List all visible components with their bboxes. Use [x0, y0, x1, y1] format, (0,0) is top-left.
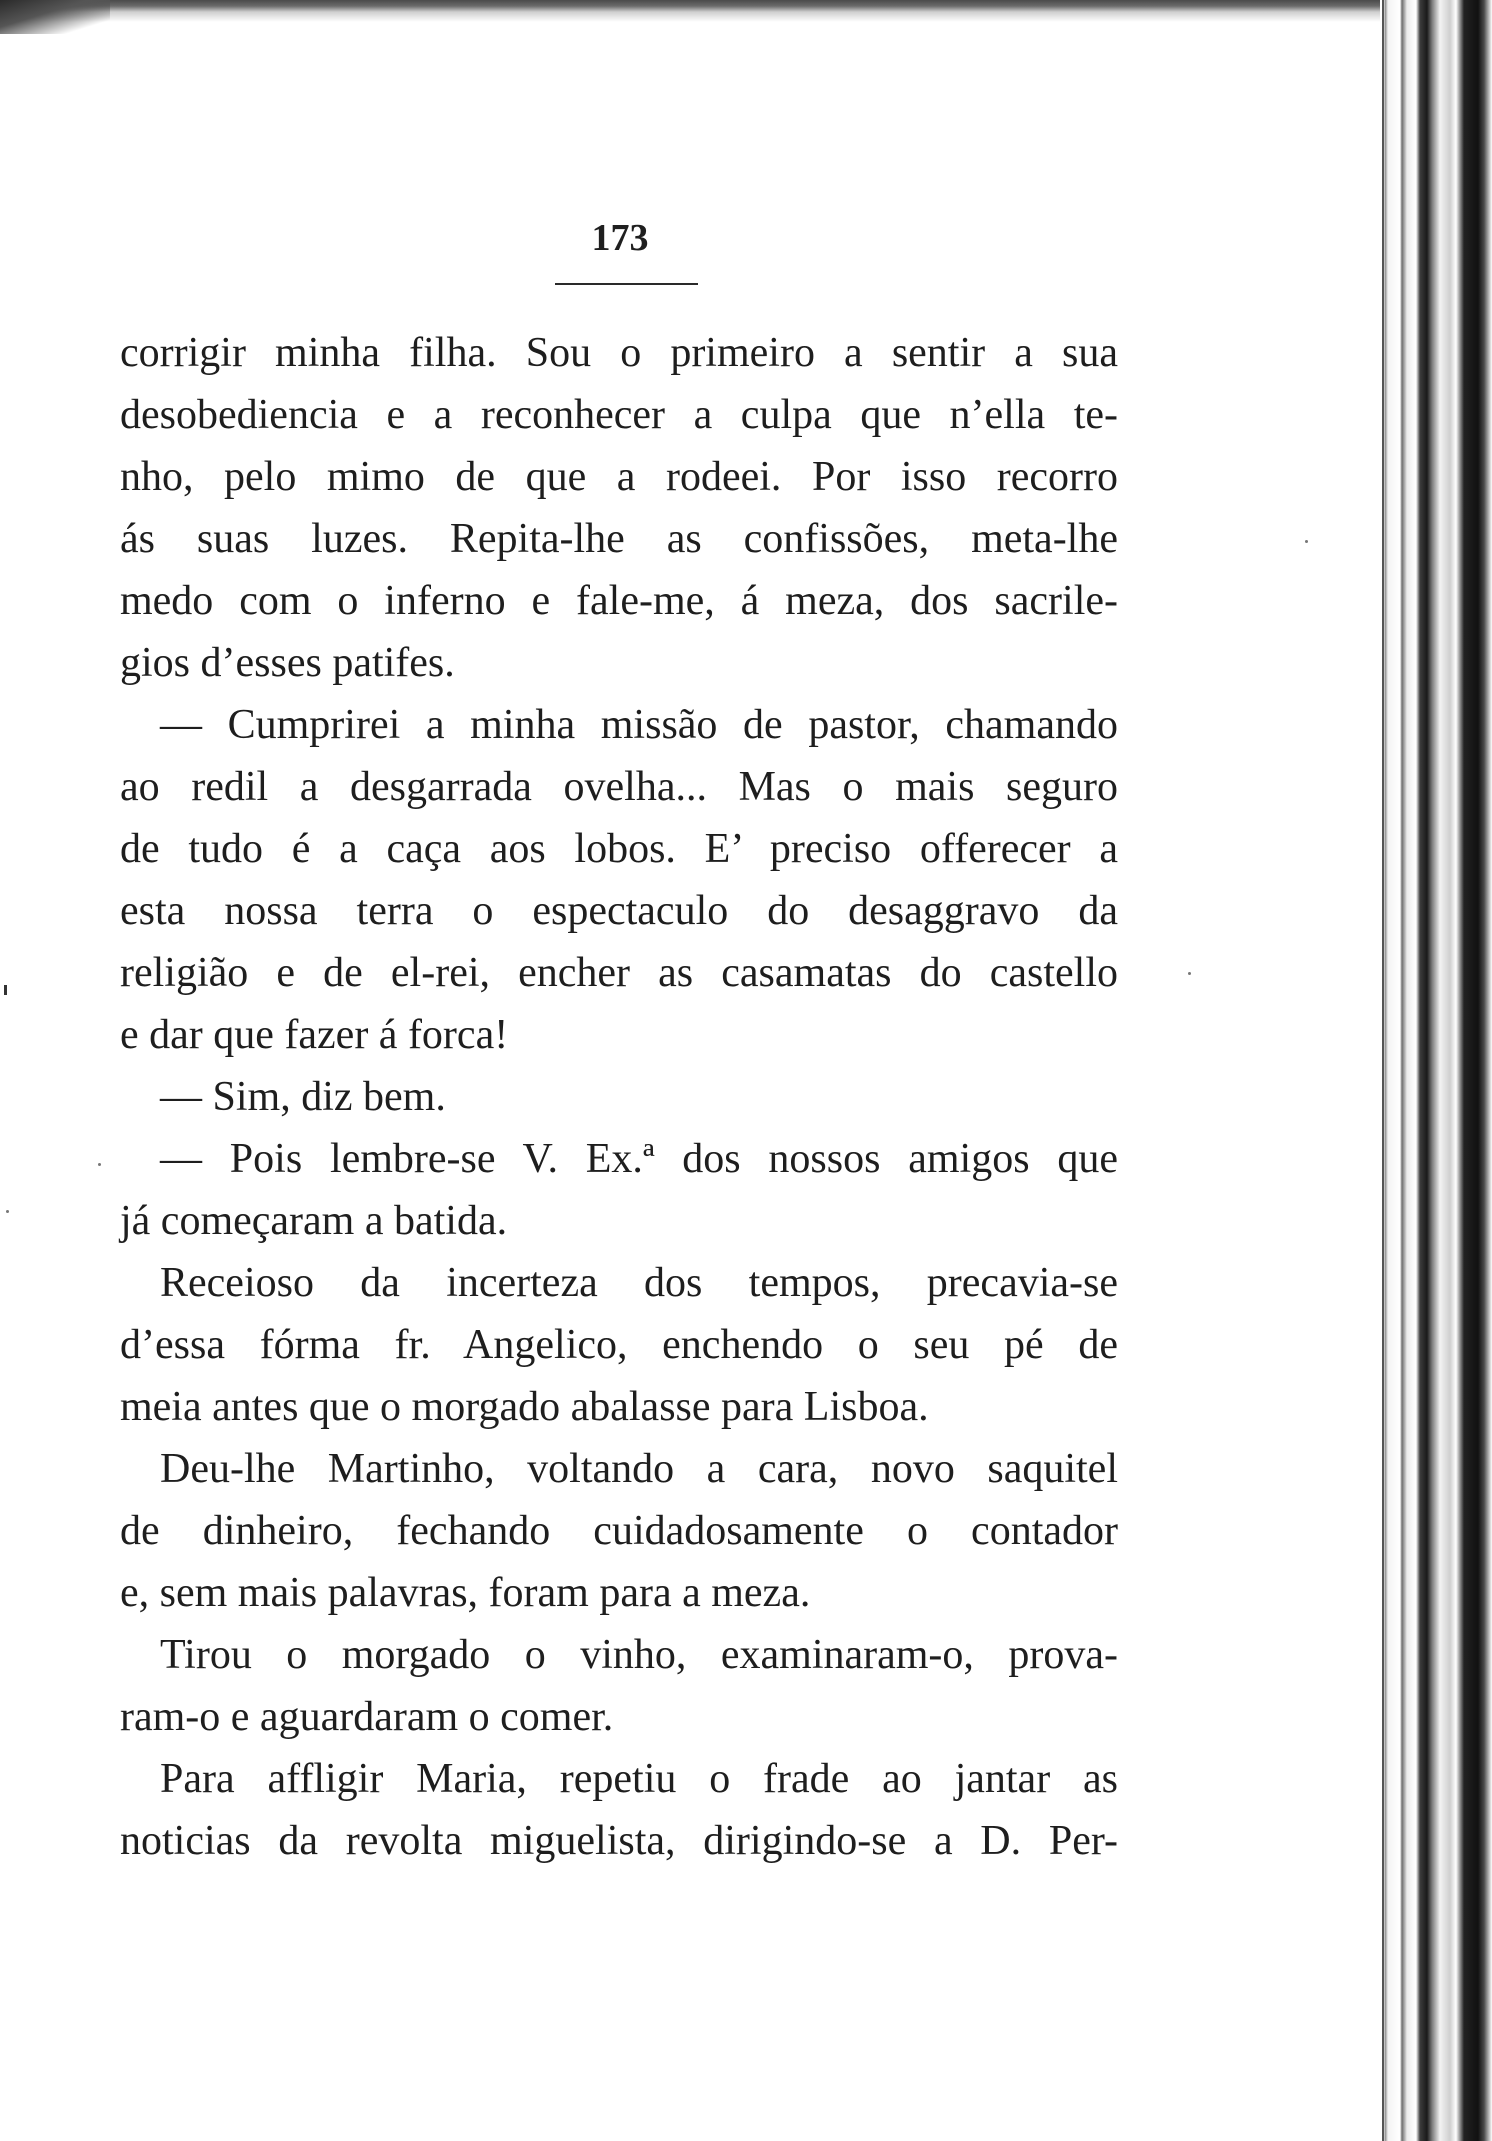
text-line: e dar que fazer á forca!: [120, 1012, 509, 1058]
text-line: meia antes que o morgado abalasse para Lisboa.: [120, 1384, 929, 1430]
text-line: Para affligir Maria, repetiu o frade ao jantar as: [160, 1756, 1118, 1802]
page-number-rule: [555, 283, 698, 285]
page-top-edge: [0, 0, 1385, 22]
margin-dot: [1305, 540, 1308, 543]
text-line: nho, pelo mimo de que a rodeei. Por isso recorro: [120, 454, 1118, 500]
text-line: e, sem mais palavras, foram para a meza.: [120, 1570, 811, 1616]
text-line: Receioso da incerteza dos tempos, precavia-se: [160, 1260, 1118, 1306]
text-line: ás suas luzes. Repita-lhe as confissões, meta-lhe: [120, 516, 1118, 562]
text-line: já começaram a batida.: [120, 1198, 508, 1244]
text-line: — Cumprirei a minha missão de pastor, chamando: [160, 702, 1118, 748]
margin-dot: [1188, 972, 1191, 975]
text-line: esta nossa terra o espectaculo do desaggravo da: [120, 888, 1118, 934]
text-line: — Pois lembre-se V. Ex.ª dos nossos amigos que: [160, 1136, 1118, 1182]
margin-dot: [6, 1210, 9, 1213]
text-line: d’essa fórma fr. Angelico, enchendo o seu pé de: [120, 1322, 1118, 1368]
text-line: Deu-lhe Martinho, voltando a cara, novo saquitel: [160, 1446, 1118, 1492]
page-number: 173: [591, 217, 649, 259]
margin-speck: [4, 985, 7, 995]
text-line: corrigir minha filha. Sou o primeiro a sentir a sua: [120, 330, 1118, 376]
text-line: de tudo é a caça aos lobos. E’ preciso offerecer a: [120, 826, 1118, 872]
text-line: noticias da revolta miguelista, dirigindo-se a D. Per-: [120, 1818, 1118, 1864]
text-line: ao redil a desgarrada ovelha... Mas o mais seguro: [120, 764, 1118, 810]
margin-dot: [98, 1163, 101, 1166]
text-line: religião e de el-rei, encher as casamatas do castello: [120, 950, 1118, 996]
text-line: — Sim, diz bem.: [160, 1074, 446, 1120]
text-line: de dinheiro, fechando cuidadosamente o contador: [120, 1508, 1118, 1554]
book-binding-edge: [1380, 0, 1492, 2141]
page-corner-shadow: [0, 0, 110, 34]
binding-line: [1382, 0, 1384, 2141]
text-line: Tirou o morgado o vinho, examinaram-o, prova-: [160, 1632, 1118, 1678]
text-line: desobediencia e a reconhecer a culpa que n’ella te-: [120, 392, 1118, 438]
text-line: ram-o e aguardaram o comer.: [120, 1694, 614, 1740]
text-line: gios d’esses patifes.: [120, 640, 455, 686]
text-line: medo com o inferno e fale-me, á meza, dos sacrile-: [120, 578, 1118, 624]
